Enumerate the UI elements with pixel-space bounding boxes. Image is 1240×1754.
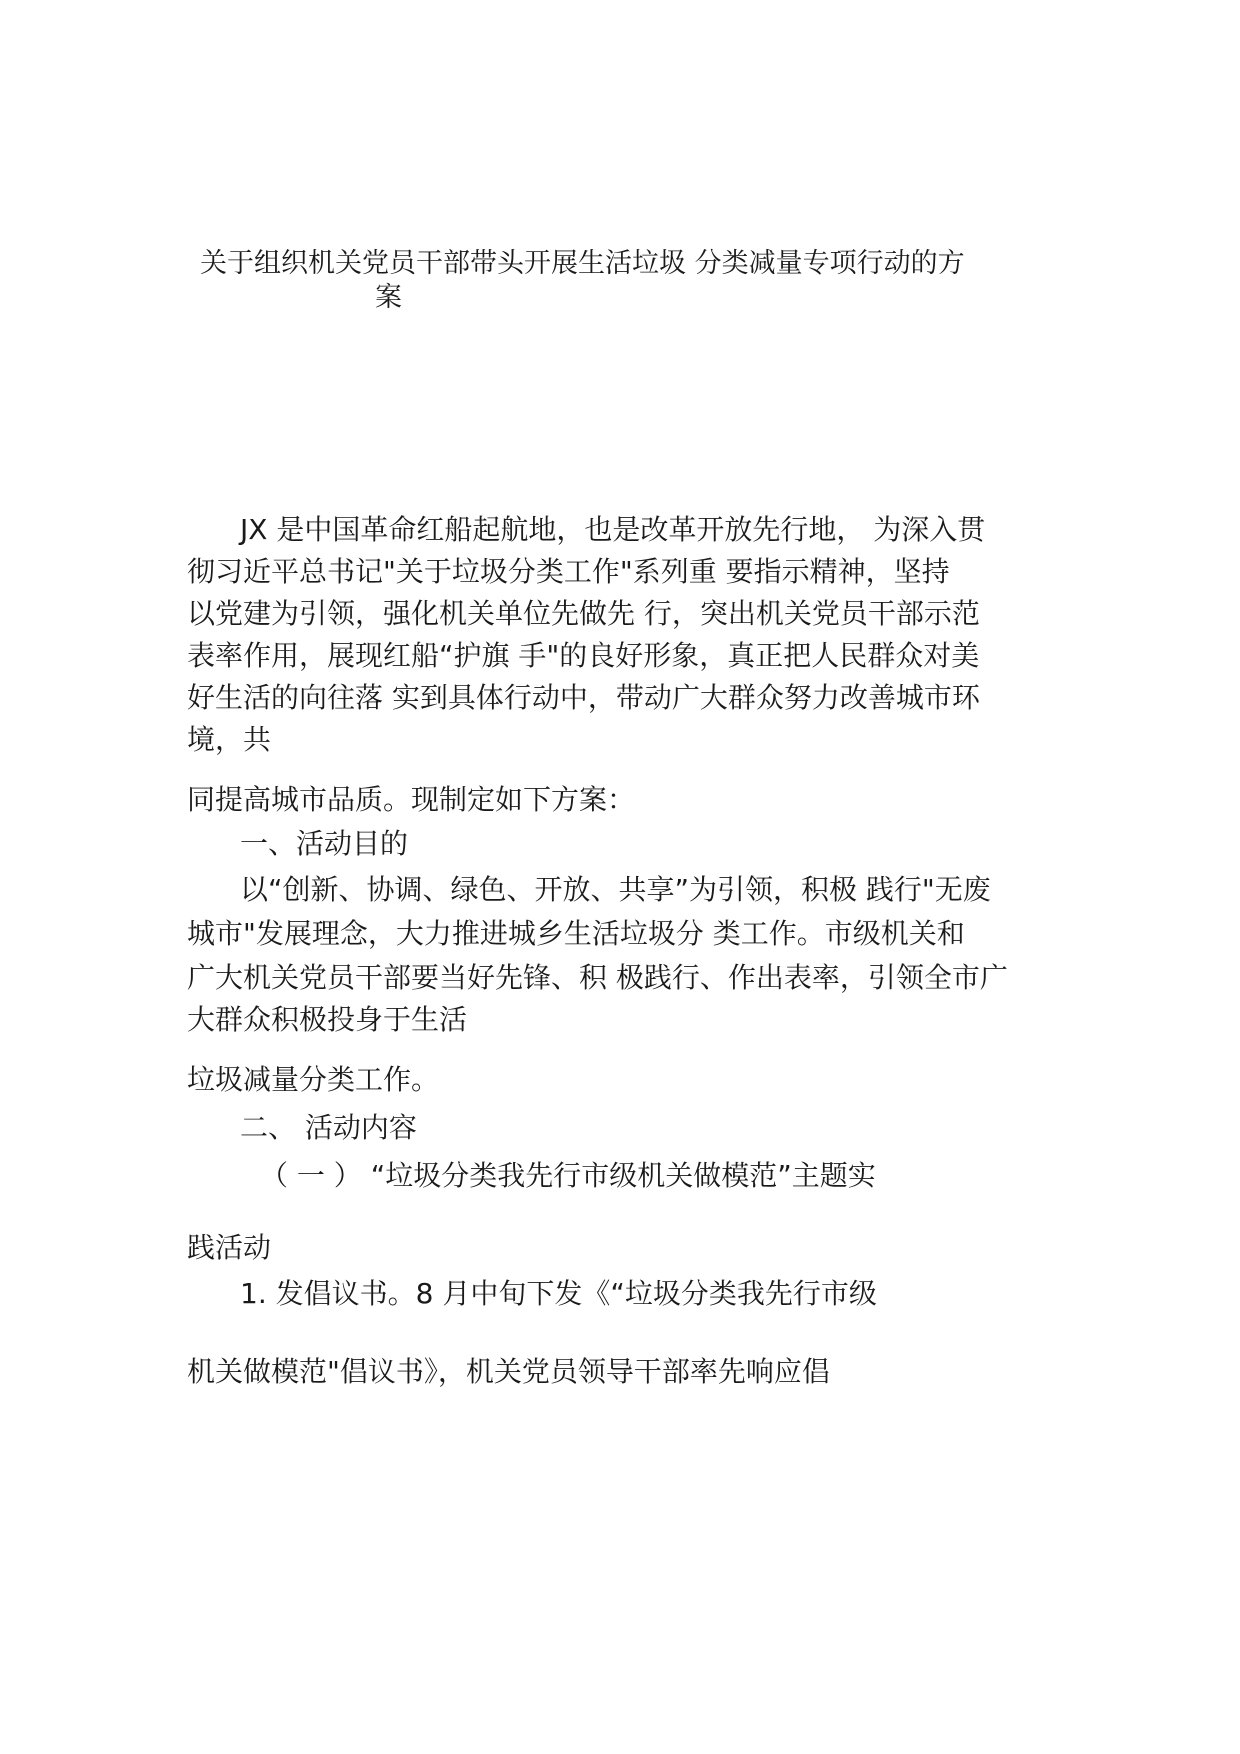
paragraph-line: 彻习近平总书记"关于垃圾分类工作"系列重 要指示精神，坚持 xyxy=(187,555,950,588)
document-title: 关于组织机关党员干部带头开展生活垃圾 分类减量专项行动的方 xyxy=(200,248,965,279)
subsection-heading: （ 一 ） “垃圾分类我先行市级机关做模范”主题实 xyxy=(260,1159,876,1192)
paragraph-line: 城市"发展理念，大力推进城乡生活垃圾分 类工作。市级机关和 xyxy=(187,917,965,950)
paragraph-line: 大群众积极投身于生活 xyxy=(187,1003,468,1036)
paragraph-line: JX 是中国革命红船起航地，也是改革开放先行地， 为深入贯 xyxy=(240,513,986,546)
paragraph-line: 境，共 xyxy=(187,723,272,756)
paragraph-line: 以党建为引领，强化机关单位先做先 行，突出机关党员干部示范 xyxy=(187,597,980,630)
section-heading-content: 二、 活动内容 xyxy=(240,1111,417,1144)
document-title-continued: 案 xyxy=(375,282,402,313)
paragraph-line: 以“创新、协调、绿色、开放、共享”为引领，积极 践行"无废 xyxy=(240,873,991,906)
paragraph-line: 广大机关党员干部要当好先锋、积 极践行、作出表率，引领全市广 xyxy=(187,961,1008,994)
paragraph-line: 好生活的向往落 实到具体行动中，带动广大群众努力改善城市环 xyxy=(187,681,980,714)
paragraph-line: 垃圾减量分类工作。 xyxy=(187,1063,440,1096)
subsection-heading-continued: 践活动 xyxy=(187,1231,272,1264)
paragraph-line: 表率作用，展现红船“护旗 手"的良好形象，真正把人民群众对美 xyxy=(187,639,980,672)
list-item-line: 1. 发倡议书。8 月中旬下发《“垃圾分类我先行市级 xyxy=(240,1277,877,1310)
paragraph-line: 同提高城市品质。现制定如下方案： xyxy=(187,783,636,816)
section-heading-purpose: 一、活动目的 xyxy=(240,827,409,860)
list-item-line: 机关做模范"倡议书》，机关党员领导干部率先响应倡 xyxy=(187,1355,830,1388)
